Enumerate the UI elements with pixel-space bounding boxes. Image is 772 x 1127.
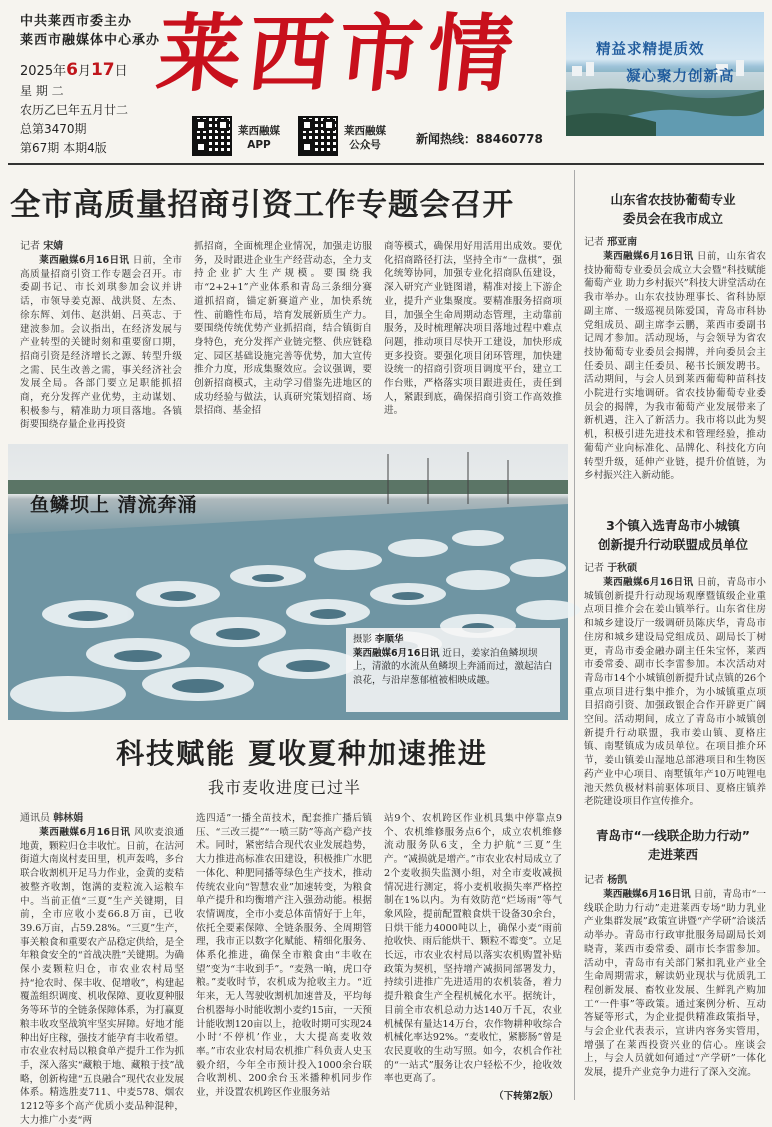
lead-byline bbox=[20, 240, 182, 254]
continued-notice[interactable]: （下转第2版） bbox=[494, 1091, 559, 1102]
lead-text-3: 商等模式，确保用好用活用出成效。要优化招商路径打法，坚持全市“一盘棋”，强化统筹协同，加强专业化招商队伍建设，深入研究产业链图谱，精准对接上下游企业，提升产业集聚度。要精准服务招商项目，加强全生命周期动态管理，主动靠前服务，及时梳理解决项目落地过程中难点问题，推动项目尽快开工建设，加快形成更多投资。要强化项目闭环管理，加快建设统一的招商引资项目调度平台，建立工作台账，严格落实项目跟进责任，责任到人，紧跟到底，确保招商引资工作高效推进。 bbox=[384, 241, 562, 417]
app-label-type: APP bbox=[247, 139, 271, 151]
lead-headline: 全市高质量招商引资工作专题会召开 bbox=[10, 188, 514, 223]
sidebar-1-body bbox=[584, 236, 766, 494]
lead-dateline: 莱西融媒6月16日讯 bbox=[39, 255, 130, 266]
feature-photo bbox=[8, 444, 568, 720]
lead-reporter: 宋婧 bbox=[43, 241, 64, 252]
photo-credit bbox=[353, 633, 553, 647]
sidebar-3-reporter-label: 记者 bbox=[584, 875, 604, 886]
photo-caption bbox=[346, 628, 560, 712]
sidebar-1-reporter: 邢亚南 bbox=[607, 237, 638, 248]
banner-slogan-1: 精益求精提质效 bbox=[596, 42, 705, 58]
app-qr-icon[interactable] bbox=[192, 116, 232, 156]
story2-headline: 科技赋能 夏收夏种加速推进 bbox=[116, 737, 488, 770]
story2-column-1 bbox=[20, 812, 184, 1126]
lead-column-3 bbox=[384, 240, 562, 438]
wechat-qr-icon[interactable] bbox=[298, 116, 338, 156]
publisher-org: 中共莱西市委主办 bbox=[20, 14, 133, 29]
date-day-suffix: 日 bbox=[114, 64, 128, 79]
newspaper-title: 莱西市情 bbox=[152, 4, 524, 103]
app-label bbox=[238, 124, 280, 152]
date-month: 6 bbox=[66, 60, 78, 80]
story2-reporter: 韩林娟 bbox=[53, 813, 84, 824]
sidebar-3-headline-line-1: 青岛市“一线联企助力行动” bbox=[596, 828, 750, 843]
photo-title: 鱼鳞坝上 清流奔涌 bbox=[30, 494, 198, 516]
photo-credit-label: 摄影 bbox=[353, 634, 373, 645]
date-day: 17 bbox=[90, 60, 115, 80]
story2-reporter-label: 通讯员 bbox=[20, 813, 50, 824]
issue-total: 总第3470期 bbox=[20, 122, 87, 136]
sidebar-3-headline-line-2: 走进莱西 bbox=[647, 847, 698, 862]
lead-column-2 bbox=[194, 240, 372, 438]
sidebar-2-text: 日前，青岛市小城镇创新提升行动现场观摩暨镇级企业重点项目推介会在姜山镇举行。山东省住房和城乡建设厅一级调研员陈庆华，青岛市住房和城乡建设局党组成员、副局长丁树更，青岛市委金融办副主任朱宝怀，莱西市委常委、副市长李雷参加。本次活动对青岛市14个小城镇创新提升试点镇的26个重点项目进行集中推介，为小城镇重点项目招商引资、加强政银企合作开辟更广阔空间。活动期间，成立了青岛市小城镇创新提升行动联盟，我市姜山镇、夏格庄镇、南墅镇成为成员单位。在项目推介环节，姜山镇姜山湿地总部港项目和生物医药产业中心项目、南墅镇年产10万吨锂电池天然负极材料前驱体项目、夏格庄镇养老院建设项目作宣传推介。 bbox=[584, 577, 766, 808]
lead-text-1: 日前，全市高质量招商引资工作专题会召开。市委副书记、市长刘琪参加会议并讲话，市领导姜克源、战洪贤、左杰、徐东辉、刘伟、赵洪娟、吕英志、于建波参加。会议指出，在经济发展与产业转型的关键时刻和重要窗口期，招商引资是经济增长之源、转型升级之需、民生改善之需，事关经济社会发展全局。各部门要立足职能抓招商，充分发挥产业优势，主动谋划、积极参与，精准助力项目落地。各镇街要围绕存量企业再投资 bbox=[20, 255, 182, 431]
sidebar-3-dateline: 莱西融媒6月16日讯 bbox=[603, 889, 691, 900]
wechat-label-type: 公众号 bbox=[349, 139, 381, 151]
photographer: 李顺华 bbox=[375, 634, 404, 645]
date-month-suffix: 月 bbox=[77, 64, 91, 79]
issue-number: 第67期 本期4版 bbox=[20, 141, 107, 155]
story2-byline bbox=[20, 812, 184, 826]
lead-reporter-label: 记者 bbox=[20, 241, 40, 252]
banner-slogan-2: 凝心聚力创新高 bbox=[626, 69, 735, 85]
sidebar-1-headline-line-1: 山东省农技协葡萄专业 bbox=[610, 192, 736, 207]
story2-subhead: 我市麦收进度已过半 bbox=[208, 778, 362, 797]
sidebar-2-reporter-label: 记者 bbox=[584, 563, 604, 574]
date-year: 2025年 bbox=[20, 64, 67, 79]
sidebar-1-headline-line-2: 委员会在我市成立 bbox=[622, 211, 723, 226]
story2-column-2 bbox=[196, 812, 372, 1102]
photo-dateline: 莱西融媒6月16日讯 bbox=[353, 647, 440, 659]
sidebar-1-text: 日前，山东省农技协葡萄专业委员会成立大会暨“科技赋能葡萄产业 助力乡村振兴”科技大讲堂活动在我市举办。山东农技协理事长、省科协原副主席、一级巡视员陈爱国，青岛市科协党组成员、副主席李云鹏，莱西市委副书记周才参加。活动现场，与会领导为省农技协葡萄专业委员会揭牌，并向委员会主任委员、副主任委员、秘书长颁发聘书。活动期间，与会人员到莱西葡萄种苗科技小院进行实地调研。省农技协葡萄专业委员会的揭牌，为我市葡萄产业发展带来了新机遇，注入了新活力。我市将以此为契机，积极引进先进技术和管理经验，推动葡萄产业向标准化、品牌化、科技化方向转型升级，延伸产业链，提升价值链，为乡村振兴注入新动能。 bbox=[584, 251, 766, 482]
sidebar-headline-1 bbox=[580, 190, 766, 228]
lead-text-2: 抓招商，全面梳理企业情况，加强走访服务，及时跟进企业生产经营动态，全力支持企业扩大生产规模。要围绕我市“2+2+1”产业体系和青岛三条细分赛道抓招商，锚定新赛道产业，加快系统性、前瞻性布局，培育发展新质生产力。要围绕传统优势产业抓招商，结合镇街自身特色，充分发挥产业链完整、供应链稳定、园区基础设施完善等优势，加大宣传推介力度，形成集聚效应。会议强调，要创新招商模式，主动学习借鉴先进地区的成功经验与做法，认真研究策划招商、场景招商、基金招 bbox=[194, 241, 372, 417]
story2-text-1: 风吹麦浪通地黄，颗粒归仓丰收忙。日前，在沽河街道大南岚村麦田里，机声轰鸣，多台联合收割机开足马力作业，金黄的麦秸被整齐收割，饱满的麦粒流入运粮车中。当前正值“三夏”生产关键期，目前，全市应收小麦66.8万亩，已收39.6万亩，占59.28%。“三夏”生产，事关粮食和重要农产品稳定供给，是全年粮食安全的“首战决胜”关键期。为确保小麦颗粒归仓，市农业农村局坚持“抢农时、保丰收、促增收”，构建起覆盖组织调度、机收保障、夏收夏种服务等环节的全链条保障体系，为打赢夏粮丰收攻坚战筑牢坚实屏障。好地才能种出好庄稼，强技才能孕育丰收希望。市农业农村局以粮食单产提升工作为抓手，深入落实“藏粮于地、藏粮于技”战略，创新构建“五良融合”现代农业发展体系。精选胜麦711、中麦578、烟农1212等多个高产优质小麦品种混种，大力推广小麦“两 bbox=[20, 827, 184, 1126]
sidebar-3-body bbox=[584, 874, 766, 1100]
issue-date bbox=[20, 60, 128, 80]
news-hotline bbox=[416, 130, 543, 147]
lead-column-1 bbox=[20, 240, 182, 438]
sidebar-1-dateline: 莱西融媒6月16日讯 bbox=[603, 251, 694, 262]
story2-column-3 bbox=[384, 812, 562, 1088]
sidebar-3-byline bbox=[584, 874, 766, 888]
masthead bbox=[0, 0, 772, 160]
story2-dateline: 莱西融媒6月16日讯 bbox=[39, 827, 131, 838]
sidebar-2-body bbox=[584, 562, 766, 820]
photo-caption-text: 近日，姜家泊鱼鳞坝坝上，清澈的水流从鱼鳞坝上奔涌而过，激起洁白浪花，与沿岸葱郁植被相映成趣。 bbox=[353, 647, 553, 686]
sidebar-1-byline bbox=[584, 236, 766, 250]
wechat-label bbox=[344, 124, 386, 152]
sidebar-headline-2 bbox=[580, 516, 766, 554]
app-label-name: 莱西融媒 bbox=[238, 125, 280, 137]
sidebar-divider bbox=[574, 170, 575, 1100]
sidebar-2-headline-line-2: 创新提升行动联盟成员单位 bbox=[597, 537, 748, 552]
hotline-label: 新闻热线： bbox=[416, 132, 477, 146]
sidebar-2-headline-line-1: 3个镇入选青岛市小城镇 bbox=[606, 518, 740, 533]
sidebar-3-reporter: 杨凯 bbox=[607, 875, 628, 886]
sidebar-2-dateline: 莱西融媒6月16日讯 bbox=[603, 577, 694, 588]
sidebar-1-reporter-label: 记者 bbox=[584, 237, 604, 248]
story2-text-3: 站9个、农机跨区作业机具集中停靠点9个、农机维修服务点6个，成立农机维修流动服务队6支，全力护航“三夏”生产。“减损就是增产。”市农业农村局成立了2个麦收损失监测小组，对全市麦收减损情况进行测定，将小麦机收损失率严格控制在1%以内。为有效防范“烂场雨”等气象风险，提前配置粮食烘干设备30余台，日烘干能力4000吨以上，确保小麦“雨前抢收快、雨后能烘干、颗粒不霉变”。立足长远，市农业农村局以落实农机购置补贴政策为契机，坚持增产减损同部署发力，持续引进推广先进适用的农机装备，着力提升粮食生产全程机械化水平。据统计，目前全市农机总动力达140万千瓦，农业机械保有量达14万台，农作物耕种收综合机械化率达92%。“麦收忙，紧膨肠”曾是农民夏收的生动写照。如今，农机合作社的“一站式”服务让农户轻松不少，抢收效率也更高了。 bbox=[384, 813, 562, 1085]
sidebar-2-byline bbox=[584, 562, 766, 576]
masthead-divider bbox=[8, 163, 764, 165]
lunar-date: 农历乙巳年五月廿二 bbox=[20, 103, 129, 117]
weekday: 星 期 二 bbox=[20, 84, 64, 98]
banner-image bbox=[566, 12, 764, 136]
wechat-label-name: 莱西融媒 bbox=[344, 125, 386, 137]
story2-text-2: 选四适”一播全苗技术，配套推广播后镇压、“三改三提”“一喷三防”等高产稳产技术。同时，紧密结合现代农业发展趋势，大力推进高标准农田建设，积极推广水肥一体化、种肥同播等绿色生产技术，推动传统农业向“智慧农业”加速转变，为粮食单产提升和均衡增产注入强劲动能。根据农情调度，全市小麦总体苗情好于上年，依托全要素保障、全链条服务、全周期管理，我市正以数字化赋能、精细化服务、体系化推进，确保全市粮食由“丰收在望”变为“丰收到手”。“麦熟一晌，虎口夺粮。”麦收时节，农机成为抢收主力。“近年来，无人驾驶收割机加速普及，平均每台机器每小时能收割小麦约15亩，一天预计能收割120亩以上，抢收时期可实现24小时‘不停机’作业，大大提高麦收效率。”市农业农村局农机推广科负责人史玉毅介绍，今年全市预计投入1000余台联合收割机、200余台玉米播种机同步作业，并设置农机跨区作业服务站 bbox=[196, 813, 372, 1099]
sidebar-3-text: 日前，青岛市“一线联企助力行动”走进莱西专场“助力乳业产业集群发展”政策宣讲暨“产学研”洽谈活动举办。青岛市行政审批服务局副局长刘晓青，莱西市委常委、副市长李雷参加。活动中，青岛市有关部门紧扣乳业产业全生命周期需求，解读奶业现状与优质乳工程创新发展、畜牧业发展、生鲜乳产购加工“一件事”等政策。通过案例分析、互动答疑等形式，为企业提供精准政策指导，与会企业代表表示，宣讲内容务实管用，增强了在莱西投资兴业的信心。座谈会上，与会人员就如何通过“产学研”一体化发展，提升产业竞争力进行了深入交流。 bbox=[584, 889, 767, 1079]
sidebar-headline-3 bbox=[580, 826, 766, 864]
host-org: 莱西市融媒体中心承办 bbox=[20, 33, 161, 48]
hotline-number: 88460778 bbox=[476, 132, 543, 146]
sidebar-2-reporter: 于秋硕 bbox=[607, 563, 638, 574]
